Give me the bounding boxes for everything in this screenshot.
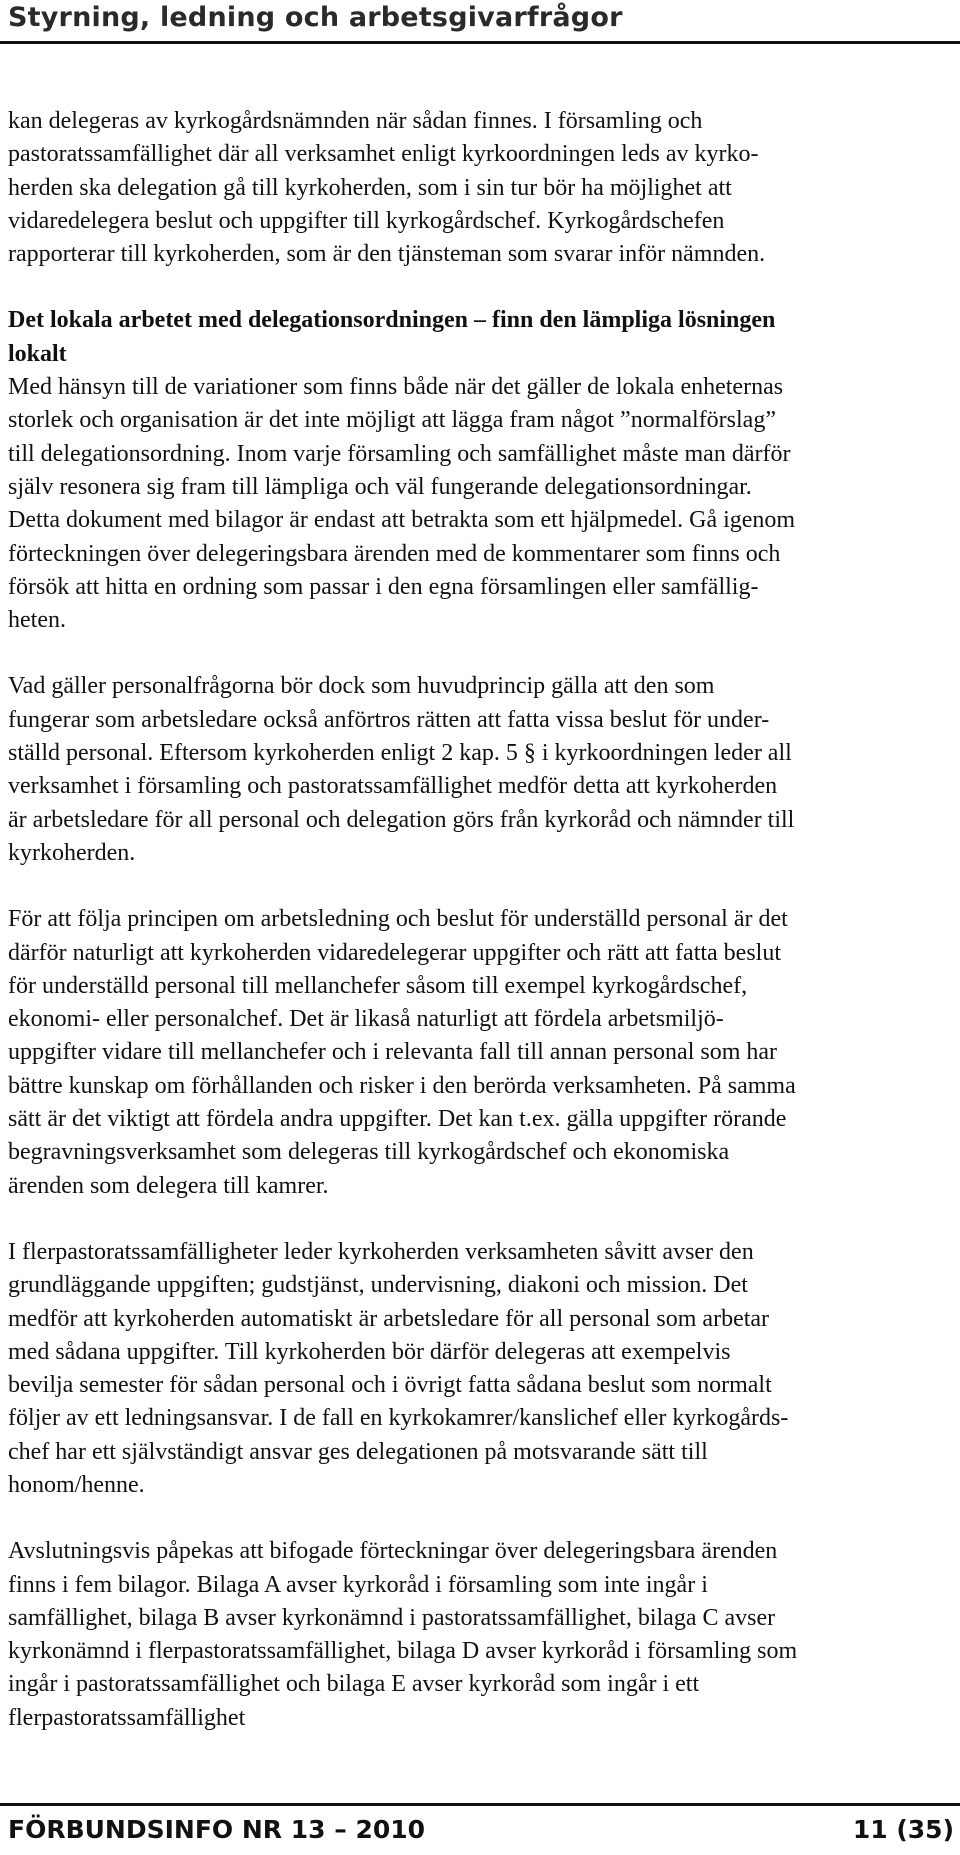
text-line: verksamhet i församling och pastoratssamfällighet medför detta att kyrkoherden [8, 773, 778, 800]
text-line: För att följa principen om arbetsledning och beslut för underställd personal är det [8, 906, 788, 933]
text-line: ingår i pastoratssamfällighet och bilaga E avser kyrkoråd som ingår i ett [8, 1671, 700, 1698]
text-line: kyrkonämnd i flerpastoratssamfällighet, bilaga D avser kyrkoråd i församling som [8, 1638, 798, 1665]
publication-footer: FÖRBUNDSINFO NR 13 – 2010 [8, 1815, 426, 1844]
text-line: därför naturligt att kyrkoherden vidaredelegerar uppgifter och rätt att fatta beslut [8, 939, 782, 966]
text-line: pastoratssamfällighet där all verksamhet enligt kyrkoordningen leds av kyrko- [8, 141, 759, 168]
text-line: Detta dokument med bilagor är endast att betrakta som ett hjälpmedel. Gå igenom [8, 507, 796, 534]
text-line: storlek och organisation är det inte möjligt att lägga fram något ”normalförslag” [8, 407, 776, 434]
text-line: bättre kunskap om förhållanden och risker i den berörda verksamheten. På samma [8, 1072, 796, 1099]
text-line: rapporterar till kyrkoherden, som är den tjänsteman som svarar inför nämnden. [8, 241, 766, 268]
text-line: Avslutningsvis påpekas att bifogade förteckningar över delegeringsbara ärenden [8, 1538, 778, 1565]
paragraph-personnel [8, 670, 956, 870]
text-line: bevilja semester för sådan personal och i övrigt fatta sådana beslut som normalt [8, 1372, 772, 1399]
text-line: fungerar som arbetsledare också anförtros rätten att fatta vissa beslut för under- [8, 706, 770, 733]
running-header-title: Styrning, ledning och arbetsgivarfrågor [8, 2, 623, 33]
text-line: själv resonera sig fram till lämpliga och väl fungerande delegationsordningar. [8, 473, 752, 500]
text-line: till delegationsordning. Inom varje församling och samfällighet måste man därför [8, 440, 791, 467]
text-line: sätt är det viktigt att fördela andra uppgifter. Det kan t.ex. gälla uppgifter rörande [8, 1106, 787, 1133]
text-line: herden ska delegation gå till kyrkoherden, som i sin tur bör ha möjlighet att [8, 174, 732, 201]
text-line: honom/henne. [8, 1471, 145, 1498]
text-line: är arbetsledare för all personal och delegation görs från kyrkoråd och nämnder till [8, 806, 795, 833]
text-line: begravningsverksamhet som delegeras till kyrkogårdschef och ekonomiska [8, 1139, 730, 1166]
text-line: I flerpastoratssamfälligheter leder kyrkoherden verksamheten såvitt avser den [8, 1238, 754, 1265]
text-line: chef har ett självständigt ansvar ges delegationen på motsvarande sätt till [8, 1438, 708, 1465]
page-number: 11 (35) [852, 1815, 954, 1844]
text-line: med sådana uppgifter. Till kyrkoherden bör därför delegeras att exempelvis [8, 1338, 731, 1365]
text-line: kan delegeras av kyrkogårdsnämnden när sådan finnes. I församling och [8, 108, 703, 134]
text-line: vidaredelegera beslut och uppgifter till kyrkogårdschef. Kyrkogårdschefen [8, 207, 725, 234]
text-line: ärenden som delegera till kamrer. [8, 1172, 329, 1199]
text-line: förteckningen över delegeringsbara ärenden med de kommentarer som finns och [8, 540, 781, 567]
text-line: samfällighet, bilaga B avser kyrkonämnd i pastoratssamfällighet, bilaga C avser [8, 1604, 776, 1631]
text-line: uppgifter vidare till mellanchefer och i relevanta fall till annan personal som har [8, 1039, 778, 1066]
footer-divider [0, 1803, 960, 1806]
text-line: medför att kyrkoherden automatiskt är arbetsledare för all personal som arbetar [8, 1305, 770, 1332]
paragraph-work-management [8, 903, 956, 1203]
text-line: heten. [8, 607, 66, 634]
section-heading-line: Det lokala arbetet med delegationsordningen – finn den lämpliga lösningen [8, 307, 776, 334]
text-line: ställd personal. Eftersom kyrkoherden enligt 2 kap. 5 § i kyrkoordningen leder all [8, 740, 792, 767]
text-line: grundläggande uppgiften; gudstjänst, undervisning, diakoni och mission. Det [8, 1272, 748, 1299]
text-line: följer av ett ledningsansvar. I de fall en kyrkokamrer/kanslichef eller kyrkogårds- [8, 1405, 789, 1432]
header-divider [0, 41, 960, 44]
text-line: flerpastoratssamfällighet [8, 1704, 246, 1731]
text-line: för underställd personal till mellanchefer såsom till exempel kyrkogårdschef, [8, 972, 748, 999]
text-line: ekonomi- eller personalchef. Det är likaså naturligt att fördela arbetsmiljö- [8, 1006, 724, 1033]
paragraph-conclusion [8, 1535, 956, 1735]
text-line: finns i fem bilagor. Bilaga A avser kyrkoråd i församling som inte ingår i [8, 1571, 708, 1598]
text-line: Med hänsyn till de variationer som finns både när det gäller de lokala enheternas [8, 374, 784, 401]
text-line: kyrkoherden. [8, 839, 136, 866]
section-heading-line: lokalt [8, 340, 67, 367]
document-body [8, 105, 956, 1735]
paragraph-multi-pastorate [8, 1236, 956, 1502]
paragraph-local-work [8, 304, 956, 637]
text-line: försök att hitta en ordning som passar i den egna församlingen eller samfällig- [8, 573, 759, 600]
paragraph-delegation-intro [8, 105, 956, 271]
text-line: Vad gäller personalfrågorna bör dock som huvudprincip gälla att den som [8, 673, 715, 700]
